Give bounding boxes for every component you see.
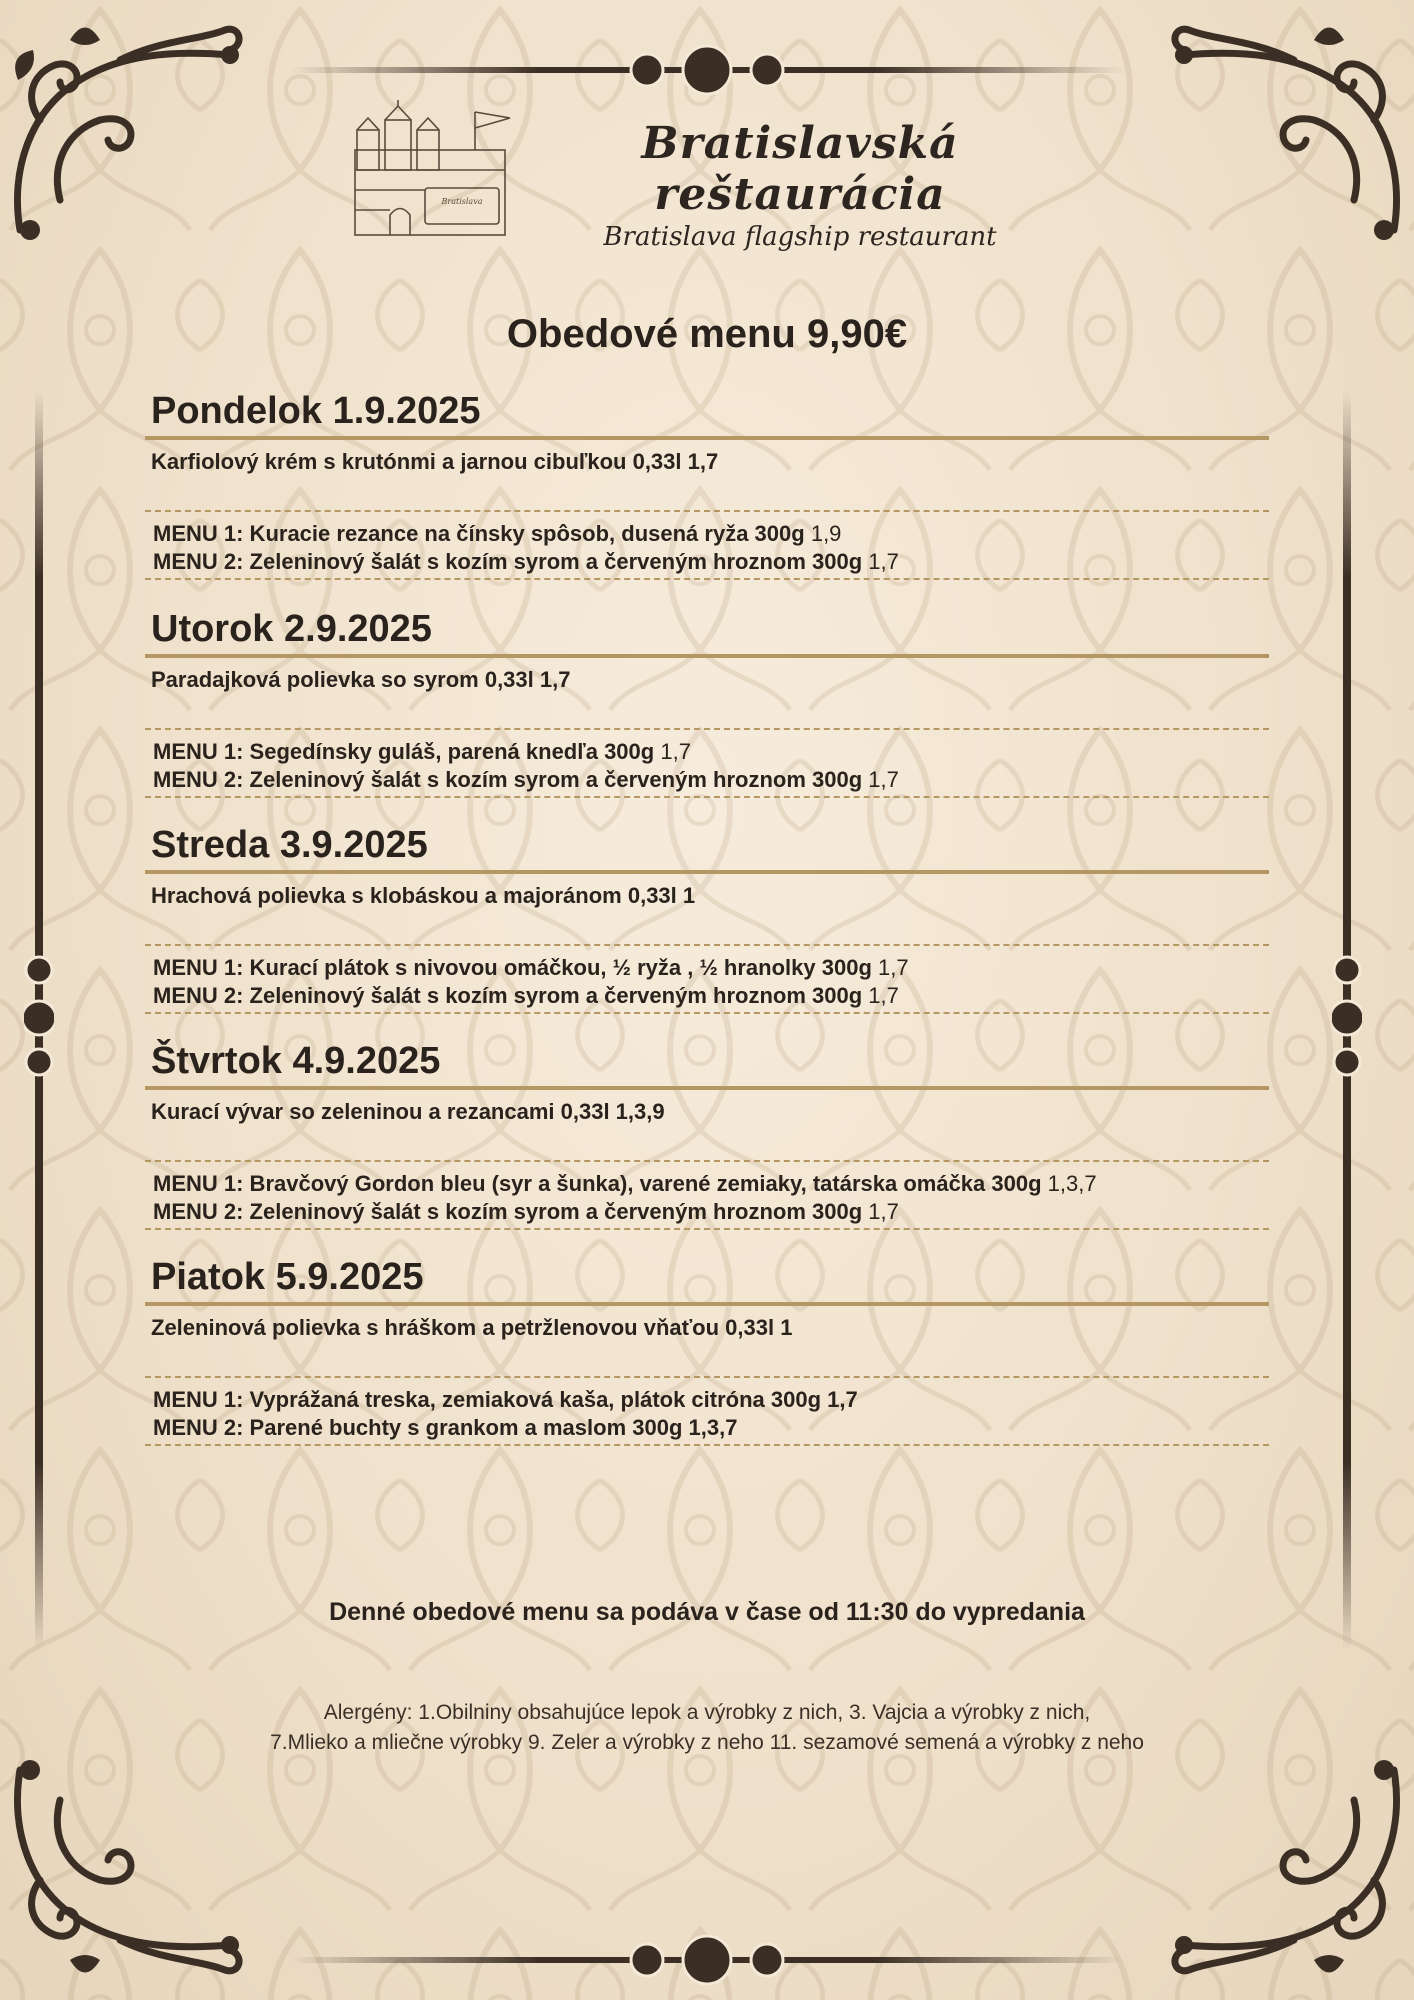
allergens-line-1: Alergény: 1.Obilniny obsahujúce lepok a výrobky z nich, 3. Vajcia a výrobky z nich, (323, 1701, 1091, 1724)
weekly-menu (145, 388, 1269, 1464)
logo-text: Bratislava (441, 197, 483, 206)
menu2-item: MENU 2: Zeleninový šalát s kozím syrom a červeným hroznom 300g (153, 767, 863, 792)
day-section (145, 1038, 1269, 1254)
menu-title: Obedové menu 9,90€ (506, 312, 908, 356)
day-name: Pondelok 1.9.2025 (151, 390, 481, 432)
menu2-item: MENU 2: Parené buchty s grankom a maslom 300g 1,3,7 (153, 1415, 738, 1440)
right-ornament-bar (1332, 390, 1362, 1650)
restaurant-subtitle: Bratislava flagship restaurant (603, 222, 997, 252)
day-section (145, 822, 1269, 1038)
allergens-line-2: 7.Mlieko a mliečne výrobky 9. Zeler a výrobky z neho 11. sezamové semená a výrobky z neho (270, 1731, 1144, 1754)
corner-ornament (0, 0, 260, 260)
soup-item: Karfiolový krém s krutónmi a jarnou cibuľkou 0,33l 1,7 (151, 449, 719, 474)
corner-ornament (1154, 1740, 1414, 2000)
day-section (145, 606, 1269, 822)
brand-header (520, 118, 1080, 252)
menu2-allergens: 1,7 (868, 549, 899, 574)
menu2-item: MENU 2: Zeleninový šalát s kozím syrom a červeným hroznom 300g (153, 1199, 863, 1224)
top-ornament-bar (290, 40, 1124, 100)
menu1-item: MENU 1: Kurací plátok s nivovou omáčkou, ½ ryža , ½ hranolky 300g (153, 955, 872, 980)
dashed-divider (145, 1228, 1269, 1230)
divider (145, 436, 1269, 440)
day-name: Štvrtok 4.9.2025 (151, 1040, 441, 1082)
menu2-allergens: 1,7 (868, 767, 899, 792)
divider (145, 870, 1269, 874)
allergens-info (0, 1698, 1414, 1758)
divider (145, 1302, 1269, 1306)
menu2-item: MENU 2: Zeleninový šalát s kozím syrom a červeným hroznom 300g (153, 983, 863, 1008)
menu1-item: MENU 1: Segedínsky guláš, parená knedľa 300g (153, 739, 655, 764)
menu1-allergens: 1,7 (660, 739, 691, 764)
menu1-allergens: 1,9 (810, 521, 842, 546)
serving-time-note: Denné obedové menu sa podáva v čase od 11:30 do vypredania (329, 1598, 1085, 1626)
menu2-allergens: 1,7 (868, 1199, 899, 1224)
dashed-divider (145, 1012, 1269, 1014)
menu1-item: MENU 1: Vyprážaná treska, zemiaková kaša, plátok citróna 300g 1,7 (153, 1387, 858, 1412)
soup-item: Paradajková polievka so syrom 0,33l 1,7 (151, 667, 571, 692)
dashed-divider (145, 578, 1269, 580)
menu1-item: MENU 1: Bravčový Gordon bleu (syr a šunka), varené zemiaky, tatárska omáčka 300g (153, 1171, 1042, 1196)
dashed-divider (145, 796, 1269, 798)
day-name: Piatok 5.9.2025 (151, 1256, 424, 1298)
castle-logo (345, 100, 515, 242)
menu1-allergens: 1,7 (878, 955, 909, 980)
menu1-item: MENU 1: Kuracie rezance na čínsky spôsob, dusená ryža 300g (153, 521, 805, 546)
menu1-allergens: 1,3,7 (1047, 1171, 1097, 1196)
bottom-ornament-bar (290, 1930, 1124, 1990)
soup-item: Kurací vývar so zeleninou a rezancami 0,33l 1,3,9 (151, 1099, 665, 1124)
soup-item: Zeleninová polievka s hráškom a petržlenovou vňaťou 0,33l 1 (151, 1315, 793, 1340)
main-dishes (145, 512, 1269, 578)
dashed-divider (145, 1444, 1269, 1446)
left-ornament-bar (24, 390, 54, 1650)
divider (145, 1086, 1269, 1090)
main-dishes (145, 1162, 1269, 1228)
day-section (145, 1254, 1269, 1464)
menu2-item: MENU 2: Zeleninový šalát s kozím syrom a červeným hroznom 300g (153, 549, 863, 574)
day-name: Streda 3.9.2025 (151, 824, 428, 866)
menu2-allergens: 1,7 (868, 983, 899, 1008)
day-name: Utorok 2.9.2025 (151, 608, 432, 650)
main-dishes (145, 1378, 1269, 1444)
divider (145, 654, 1269, 658)
corner-ornament (0, 1740, 260, 2000)
restaurant-name: Bratislavská reštaurácia (641, 118, 959, 220)
soup-item: Hrachová polievka s klobáskou a majoránom 0,33l 1 (151, 883, 696, 908)
day-section (145, 388, 1269, 606)
main-dishes (145, 946, 1269, 1012)
main-dishes (145, 730, 1269, 796)
corner-ornament (1154, 0, 1414, 260)
